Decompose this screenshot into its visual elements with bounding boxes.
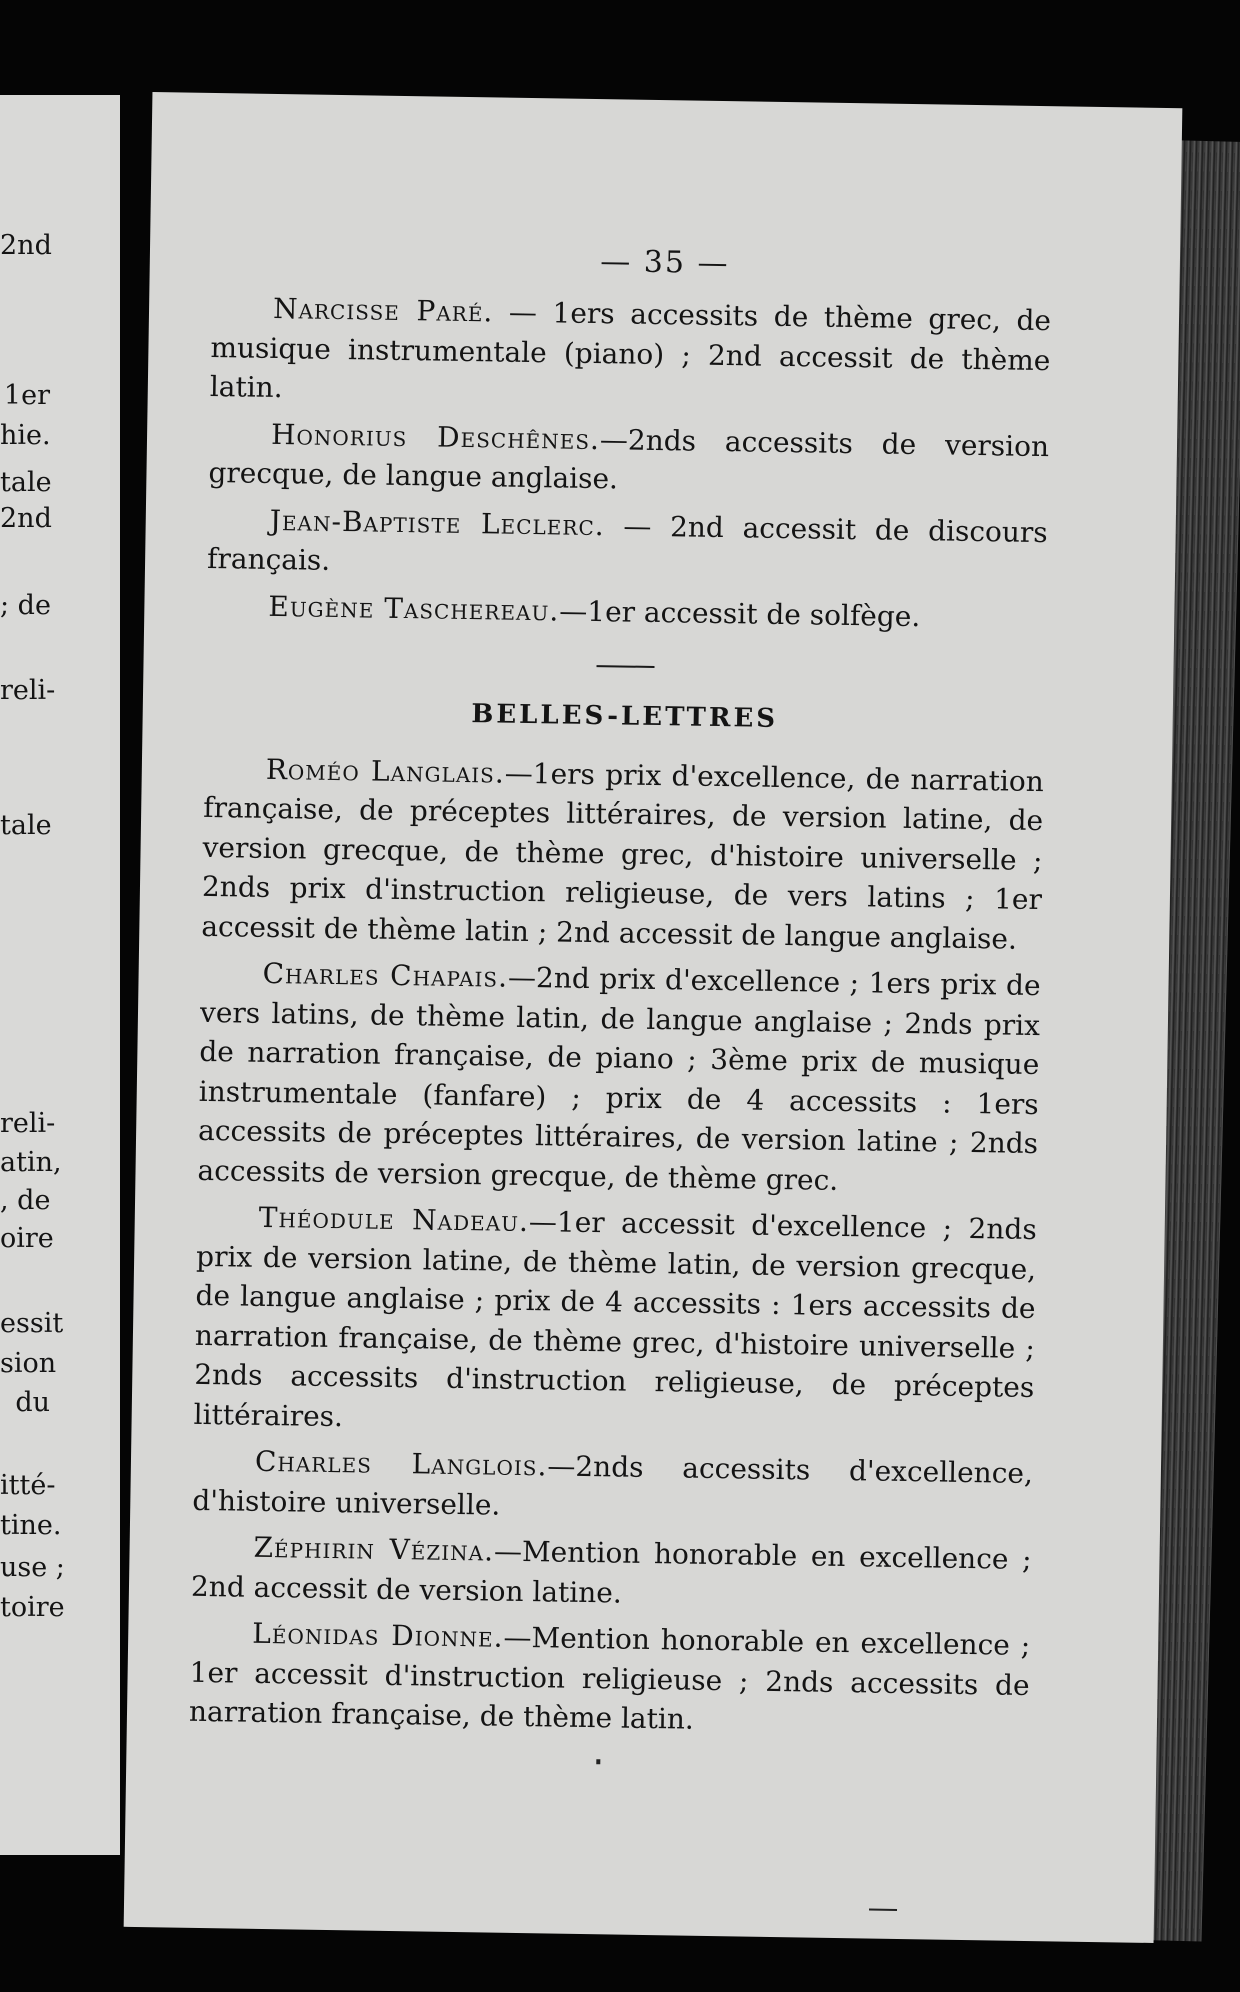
- entry-text: —2nds accessits de version grecque, de langue anglaise.: [208, 422, 1050, 496]
- student-name: Zéphirin Vézina.: [253, 1530, 495, 1568]
- left-fragment: toire: [0, 1592, 65, 1623]
- entry-romeo-langlais: [201, 748, 1044, 959]
- left-fragment: 2nd: [0, 230, 52, 261]
- entry-text: —Mention honorable en excellence ; 2nd accessit de version latine.: [190, 1534, 1032, 1610]
- left-fragment: oire: [0, 1223, 54, 1254]
- ink-speck: [596, 1759, 600, 1764]
- entry-pare: [210, 288, 1052, 420]
- entry-vezina: [191, 1527, 1032, 1619]
- left-fragment: atin,: [0, 1147, 62, 1178]
- left-fragment: du: [15, 1387, 50, 1418]
- facing-page-fragment: [0, 95, 120, 1855]
- student-name: Roméo Langlais.: [265, 752, 506, 790]
- left-fragment: tale: [0, 467, 52, 498]
- left-fragment: use ;: [0, 1552, 65, 1583]
- left-fragment: reli-: [0, 675, 56, 706]
- entry-text: —1ers prix d'excellence, de narration française, de préceptes littéraires, de version latine, de version grecque, de thème grec, d'histoire universelle ; 2nds prix d'instruction religieuse, de vers latins ; 1er accessit de thème latin ; 2nd accessit de langue anglaise.: [201, 756, 1045, 956]
- entry-leclerc: [207, 499, 1048, 591]
- entry-dionne: [189, 1613, 1031, 1745]
- left-fragment: hie.: [0, 420, 51, 451]
- ink-speck: [869, 1909, 897, 1911]
- entry-text: — 2nd accessit de discours français.: [206, 508, 1048, 577]
- entry-text: —2nds accessits d'excellence, d'histoire universelle.: [192, 1449, 1034, 1522]
- entry-text: —1er accessit de solfège.: [559, 593, 921, 633]
- section-heading: BELLES-LETTRES: [471, 699, 779, 734]
- student-name: Jean-Baptiste Leclerc.: [269, 503, 605, 542]
- student-name: Théodule Nadeau.: [258, 1200, 530, 1239]
- entry-text: —1er accessit d'excellence ; 2nds prix de version latine, de thème latin, de version grecque, de langue anglaise ; prix de 4 accessits : 1ers accessits de narration française, de thème grec, d'histoire universelle ; 2nds accessits d'instruction religieuse, de préceptes littéraires.: [193, 1205, 1037, 1433]
- left-fragment: , de: [0, 1185, 51, 1216]
- document-page: [124, 92, 1183, 1943]
- left-fragment: sion: [0, 1348, 57, 1379]
- left-fragment: essit: [0, 1308, 64, 1339]
- page-number: — 35 —: [599, 244, 730, 282]
- entry-text: — 1ers accessits de thème grec, de musique instrumentale (piano) ; 2nd accessit de thème latin.: [209, 295, 1052, 405]
- left-fragment: itté-: [0, 1470, 56, 1501]
- section-divider: [596, 665, 654, 668]
- page-text: [189, 288, 1052, 1752]
- left-fragment: tine.: [0, 1510, 62, 1541]
- left-fragment: tale: [0, 810, 52, 841]
- student-name: Charles Langlois.: [254, 1444, 548, 1483]
- entry-text: —Mention honorable en excellence ; 1er accessit d'instruction religieuse ; 2nds accessits de narration française, de thème latin.: [188, 1620, 1031, 1736]
- left-fragment: reli-: [0, 1108, 56, 1139]
- student-name: Narcisse Paré.: [272, 291, 494, 329]
- entry-chapais: [197, 953, 1041, 1203]
- entry-charles-langlois: [192, 1441, 1033, 1533]
- entry-deschenes: [208, 413, 1049, 505]
- entry-taschereau: [206, 585, 1047, 638]
- entry-text: —2nd prix d'excellence ; 1ers prix de vers latins, de thème latin, de langue anglaise ; 2nds prix de narration française, de piano ; 3ème prix de musique instrumentale (fanfare) ; prix de 4 accessits : 1ers accessits de préceptes littéraires, de version latine ; 2nds accessits de version grecque, de thème grec.: [197, 960, 1041, 1197]
- left-fragment: 2nd: [0, 503, 52, 534]
- left-fragment: 1er: [3, 380, 50, 411]
- student-name: Charles Chapais.: [262, 956, 509, 994]
- left-fragment: ; de: [0, 590, 51, 621]
- entry-nadeau: [193, 1197, 1037, 1447]
- student-name: Léonidas Dionne.: [252, 1616, 504, 1654]
- student-name: Honorius Deschênes.: [270, 417, 601, 456]
- student-name: Eugène Taschereau.: [268, 589, 560, 627]
